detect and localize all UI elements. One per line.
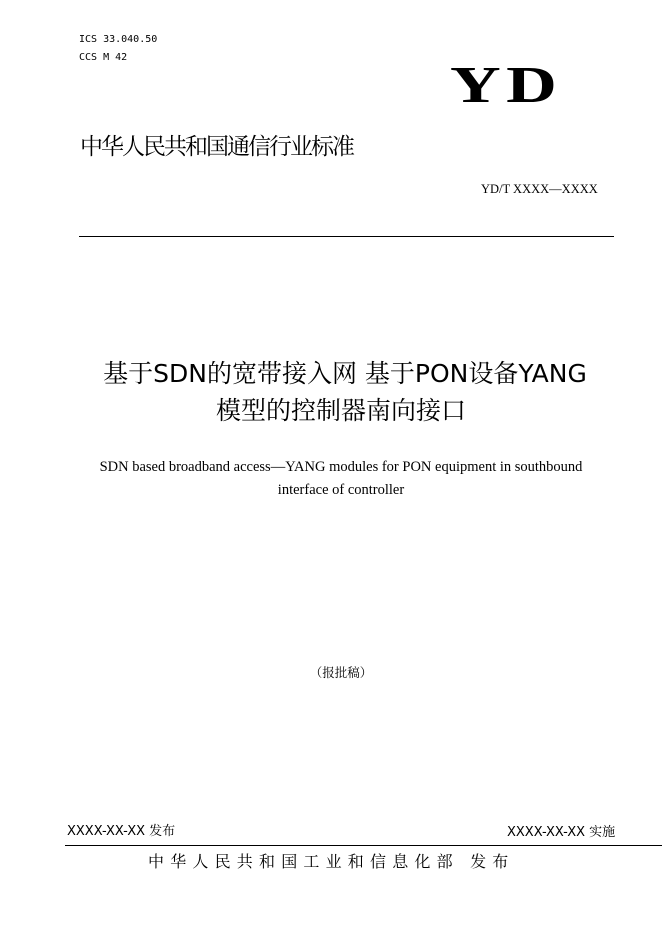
ics-code: ICS 33.040.50 <box>79 34 158 45</box>
draft-status: （报批稿） <box>309 665 373 680</box>
yd-logo: YD <box>450 57 563 114</box>
standard-category-title: 中华人民共和国通信行业标准 <box>80 134 353 160</box>
chinese-title-line-1: 基于SDN的宽带接入网 基于PON设备YANG <box>103 359 587 388</box>
ccs-code: CCS M 42 <box>79 52 128 63</box>
english-title-line-2: interface of controller <box>277 482 405 498</box>
implement-date: XXXX-XX-XX 实施 <box>507 825 616 840</box>
standard-code: YD/T XXXX—XXXX <box>481 182 598 196</box>
chinese-title-line-2: 模型的控制器南向接口 <box>215 396 466 425</box>
issuing-authority: 中华人民共和国工业和信息化部 发布 <box>148 852 515 871</box>
english-title-line-1: SDN based broadband access—YANG modules for PON equipment in southbound <box>99 459 583 475</box>
footer-divider <box>65 845 662 846</box>
publish-date: XXXX-XX-XX 发布 <box>67 824 176 839</box>
header-divider <box>79 236 614 237</box>
